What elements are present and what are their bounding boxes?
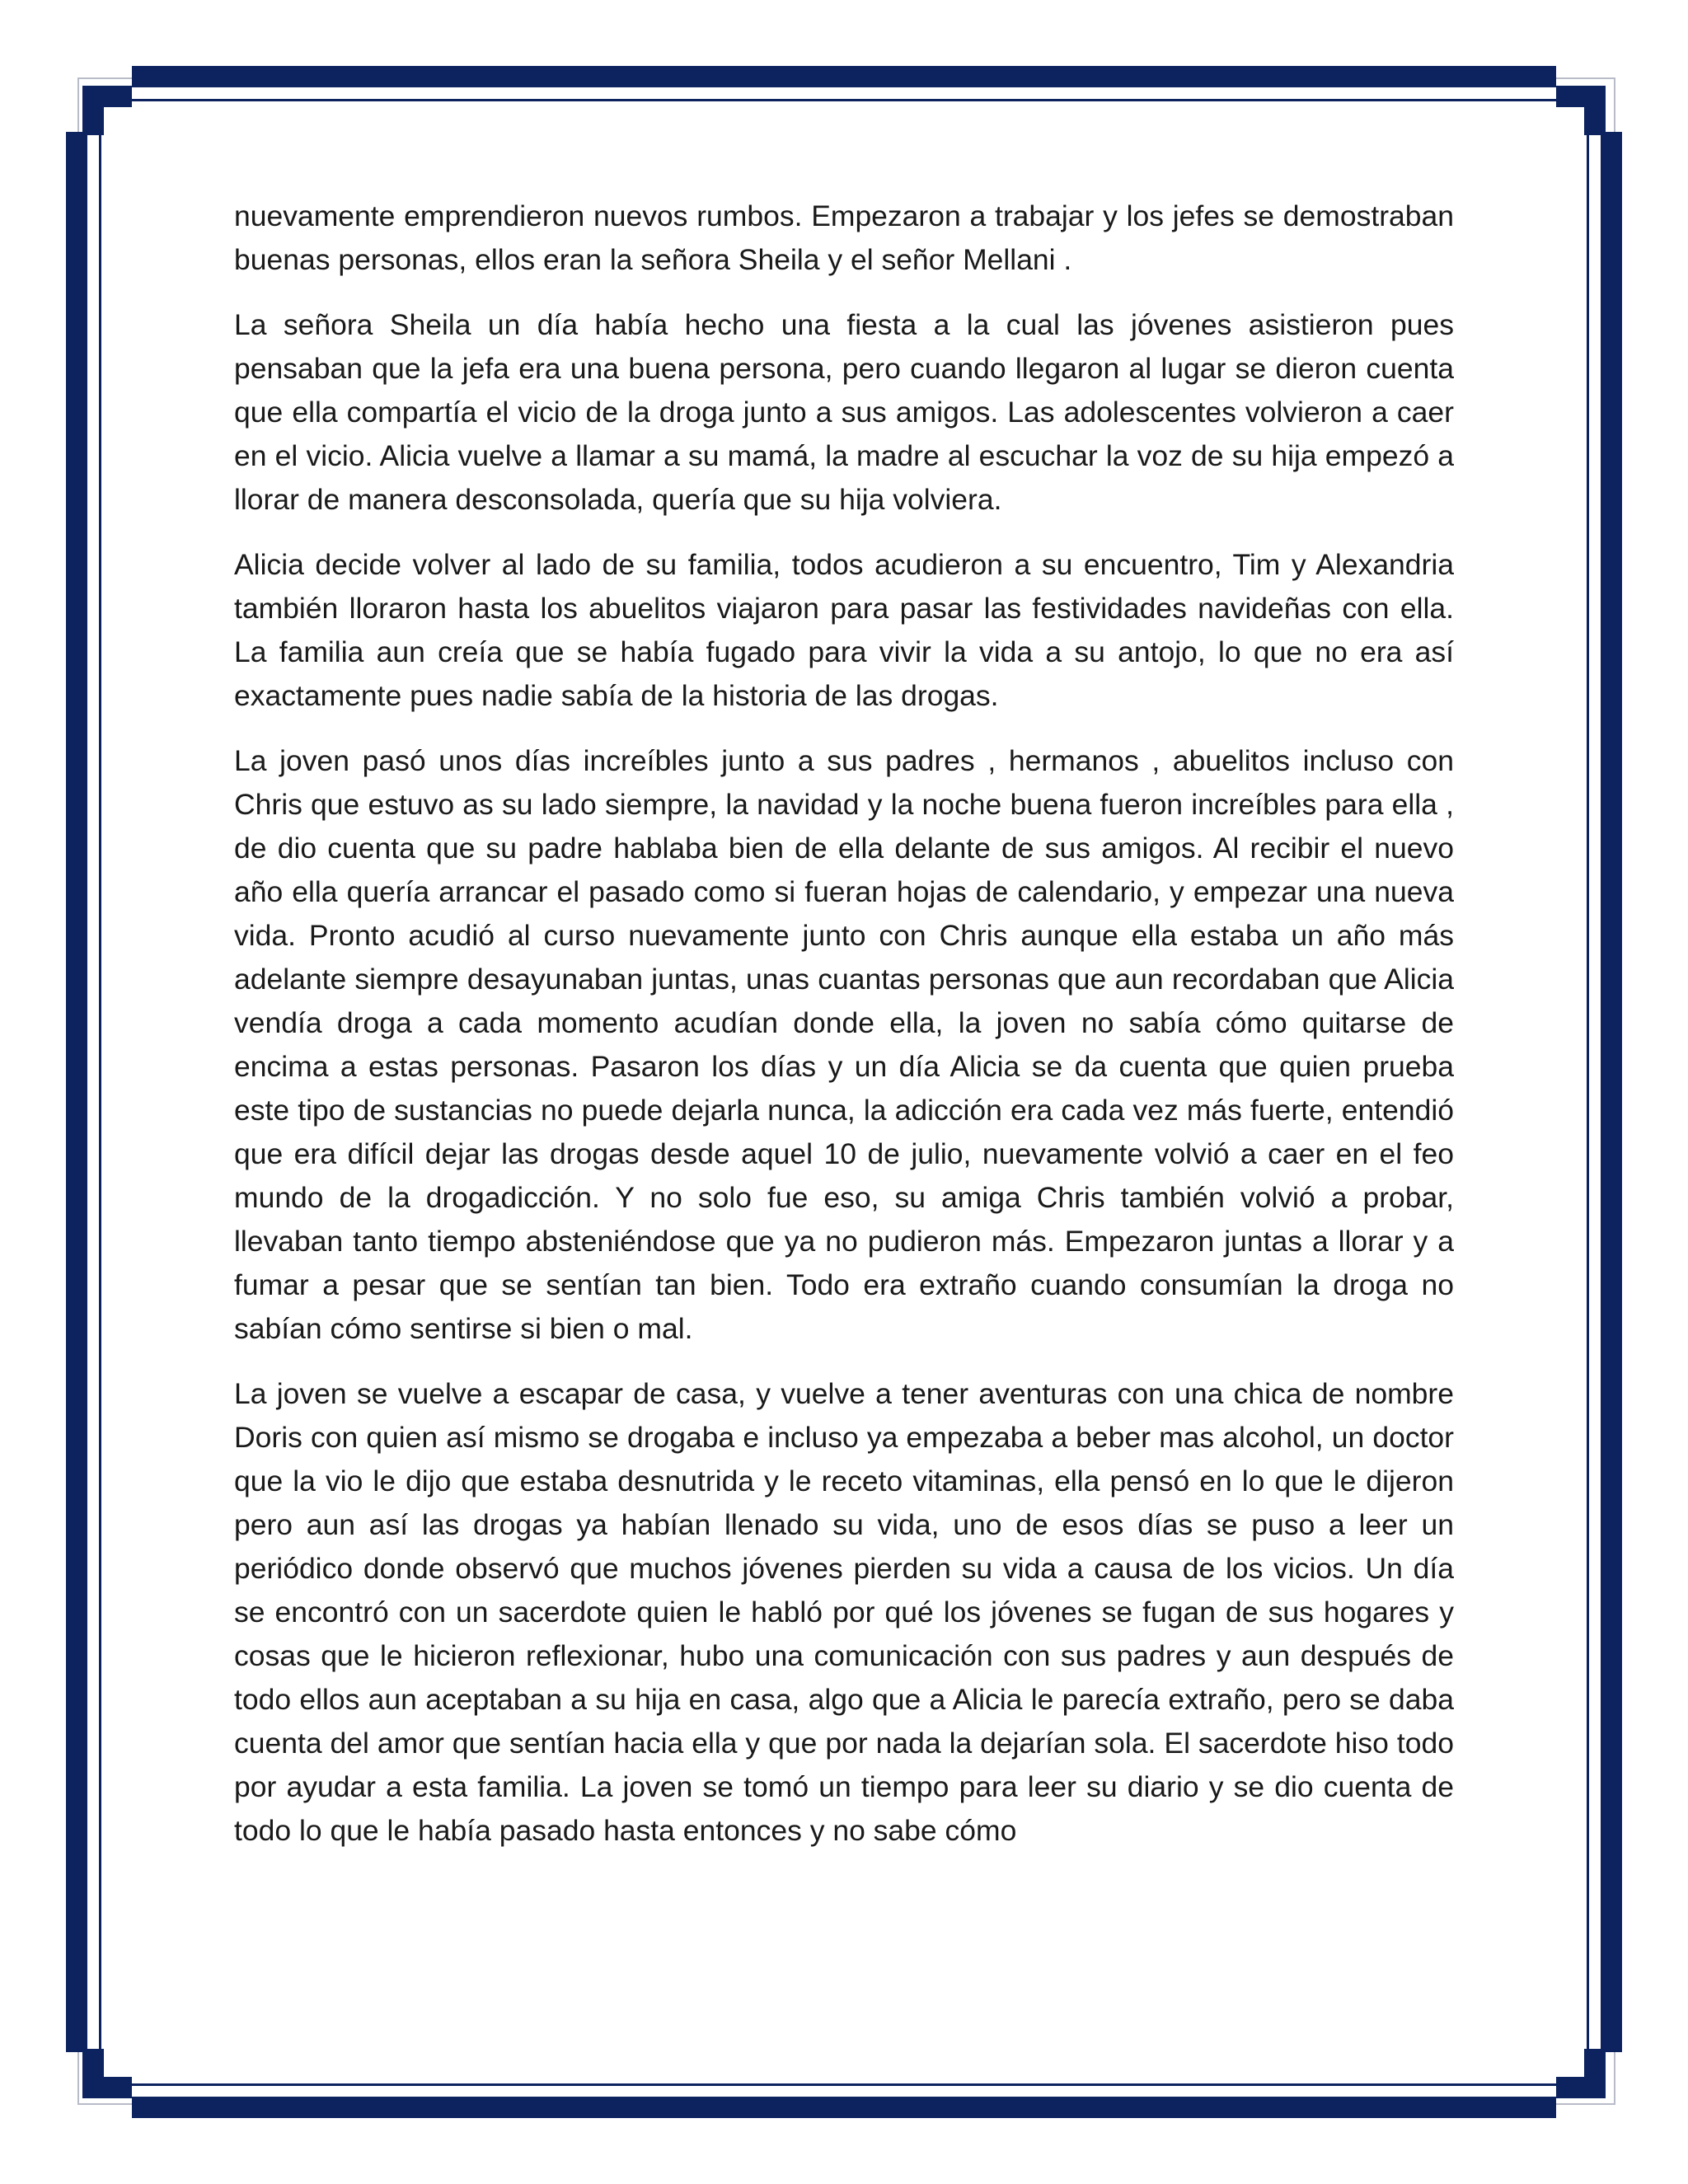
- paragraph: nuevamente emprendieron nuevos rumbos. Empezaron a trabajar y los jefes se demostraban buenas personas, ellos eran la señora Sheila y el señor Mellani .: [234, 199, 1454, 276]
- frame-inner-line-top: [132, 99, 1556, 101]
- frame-border-right: [1601, 132, 1622, 2052]
- frame-corner-top-right: [1584, 86, 1606, 135]
- frame-corner-top-left: [82, 86, 104, 135]
- frame-inner-line-bottom: [132, 2083, 1556, 2086]
- frame-inner-line-left: [99, 132, 101, 2052]
- frame-corner-bottom-right: [1584, 2049, 1606, 2098]
- paragraph: La señora Sheila un día había hecho una fiesta a la cual las jóvenes asistieron pues pensaban que la jefa era una buena persona, pero cuando llegaron al lugar se dieron cuenta que ella compartía el vicio de la droga junto a sus amigos. Las adolescentes volvieron a caer en el vicio. Alicia vuelve a llamar a su mamá, la madre al escuchar la voz de su hija empezó a llorar de manera desconsolada, quería que su hija volviera.: [234, 308, 1454, 516]
- frame-border-bottom: [132, 2097, 1556, 2118]
- document-body: [234, 194, 1454, 2024]
- paragraph: La joven se vuelve a escapar de casa, y vuelve a tener aventuras con una chica de nombre Doris con quien así mismo se drogaba e incluso ya empezaba a beber mas alcohol, un doctor que la vio le dijo que estaba desnutrida y le receto vitaminas, ella pensó en lo que le dijeron pero aun así las drogas ya habían llenado su vida, uno de esos días se puso a leer un periódico donde observó que muchos jóvenes pierden su vida a causa de los vicios. Un día se encontró con un sacerdote quien le habló por qué los jóvenes se fugan de sus hogares y cosas que le hicieron reflexionar, hubo una comunicación con sus padres y aun después de todo ellos aun aceptaban a su hija en casa, algo que a Alicia le parecía extraño, pero se daba cuenta del amor que sentían hacia ella y que por nada la dejarían sola. El sacerdote hiso todo por ayudar a esta familia. La joven se tomó un tiempo para leer su diario y se dio cuenta de todo lo que le había pasado hasta entonces y no sabe cómo: [234, 1377, 1454, 1847]
- paragraph: La joven pasó unos días increíbles junto a sus padres , hermanos , abuelitos incluso con Chris que estuvo as su lado siempre, la navidad y la noche buena fueron increíbles para ella , de dio cuenta que su padre hablaba bien de ella delante de sus amigos. Al recibir el nuevo año ella quería arrancar el pasado como si fueran hojas de calendario, y empezar una nueva vida. Pronto acudió al curso nuevamente junto con Chris aunque ella estaba un año más adelante siempre desayunaban juntas, unas cuantas personas que aun recordaban que Alicia vendía droga a cada momento acudían donde ella, la joven no sabía cómo quitarse de encima a estas personas. Pasaron los días y un día Alicia se da cuenta que quien prueba este tipo de sustancias no puede dejarla nunca, la adicción era cada vez más fuerte, entendió que era difícil dejar las drogas desde aquel 10 de julio, nuevamente volvió a caer en el feo mundo de la drogadicción. Y no solo fue eso, su amiga Chris también volvió a probar, llevaban tanto tiempo absteniéndose que ya no pudieron más. Empezaron juntas a llorar y a fumar a pesar que se sentían tan bien. Todo era extraño cuando consumían la droga no sabían cómo sentirse si bien o mal.: [234, 744, 1454, 1345]
- paragraph: Alicia decide volver al lado de su familia, todos acudieron a su encuentro, Tim y Alexandria también lloraron hasta los abuelitos viajaron para pasar las festividades navideñas con ella. La familia aun creía que se había fugado para vivir la vida a su antojo, lo que no era así exactamente pues nadie sabía de la historia de las drogas.: [234, 548, 1454, 712]
- frame-border-left: [66, 132, 87, 2052]
- frame-corner-bottom-left: [82, 2049, 104, 2098]
- frame-border-top: [132, 66, 1556, 87]
- frame-inner-line-right: [1587, 132, 1589, 2052]
